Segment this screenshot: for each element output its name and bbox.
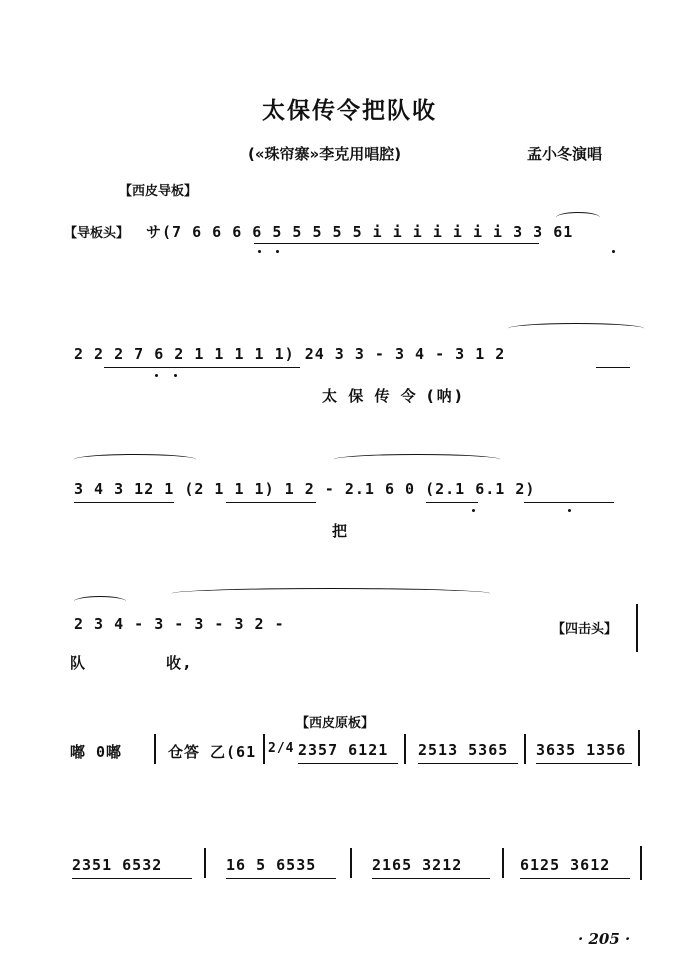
bar-line xyxy=(263,734,265,764)
underline xyxy=(536,763,632,764)
page-number: · 205 · xyxy=(578,930,631,948)
underline xyxy=(596,367,630,368)
notation-line-6-b: 16 5 6535 xyxy=(226,856,317,874)
octave-dot xyxy=(155,374,158,377)
section-tag-xipi-yuanban: 【西皮原板】 xyxy=(296,716,375,731)
phrase-arc xyxy=(508,323,644,334)
phrase-arc xyxy=(74,454,196,465)
notation-line-5-c: 2357 6121 xyxy=(298,741,389,759)
octave-dot xyxy=(612,250,615,253)
page-subtitle: («珠帘寨»李克用唱腔) xyxy=(248,145,402,163)
underline xyxy=(226,878,336,879)
bar-line xyxy=(638,730,640,766)
notation-line-5-b: 仓答 乙(61 xyxy=(168,743,257,761)
section-tag-xipi-daoban: 【西皮导板】 xyxy=(119,184,198,199)
lyric-line-4-b: 收, xyxy=(166,654,193,672)
tie-arc xyxy=(556,212,600,223)
notation-line-1: サ(7 6 6 6 6 5 5 5 5 5 i i i i i i i 3 3 61 xyxy=(146,223,574,241)
tie-arc xyxy=(74,596,126,607)
notation-line-6-d: 6125 3612 xyxy=(520,856,611,874)
section-tag-sijitou: 【四击头】 xyxy=(552,622,618,637)
section-tag-daobantou: 【导板头】 xyxy=(64,226,130,241)
notation-line-5-e: 3635 1356 xyxy=(536,741,627,759)
bar-line xyxy=(404,734,406,764)
bar-line xyxy=(502,848,504,878)
bar-line xyxy=(524,734,526,764)
notation-line-4: 2 3 4 - 3 - 3 - 3 2 - xyxy=(74,615,285,633)
time-signature: 2/4 xyxy=(268,741,295,756)
notation-line-3: 3 4 3 12 1 (2 1 1 1) 1 2 - 2.1 6 0 (2.1 6.1 2) xyxy=(74,480,536,498)
lyric-line-4-a: 队 xyxy=(70,654,89,672)
underline xyxy=(524,502,614,503)
underline xyxy=(372,878,490,879)
octave-dot xyxy=(472,509,475,512)
underline xyxy=(426,502,478,503)
phrase-arc xyxy=(172,588,490,599)
underline xyxy=(520,878,630,879)
bar-line xyxy=(350,848,352,878)
notation-line-5-d: 2513 5365 xyxy=(418,741,509,759)
underline xyxy=(74,502,174,503)
lyric-line-3: 把 xyxy=(332,522,351,540)
performer-credit: 孟小冬演唱 xyxy=(527,145,603,163)
underline xyxy=(418,763,518,764)
bar-line xyxy=(636,604,638,652)
page-title: 太保传令把队收 xyxy=(262,98,437,124)
bar-line xyxy=(640,846,642,880)
underline xyxy=(72,878,192,879)
notation-line-5-a: 嘟 0嘟 xyxy=(70,743,123,761)
lyric-line-2: 太 保 传 令 (呐) xyxy=(322,387,465,405)
notation-line-6-c: 2165 3212 xyxy=(372,856,463,874)
notation-line-6-a: 2351 6532 xyxy=(72,856,163,874)
underline xyxy=(298,763,398,764)
octave-dot xyxy=(174,374,177,377)
underline xyxy=(226,502,316,503)
bar-line xyxy=(204,848,206,878)
underline xyxy=(104,367,300,368)
octave-dot xyxy=(568,509,571,512)
octave-dot xyxy=(276,250,279,253)
phrase-arc xyxy=(334,454,500,465)
bar-line xyxy=(154,734,156,764)
underline xyxy=(254,243,539,244)
octave-dot xyxy=(258,250,261,253)
notation-line-2: 2 2 2 7 6 2 1 1 1 1 1) 24 3 3 - 3 4 - 3 1 2 xyxy=(74,345,506,363)
